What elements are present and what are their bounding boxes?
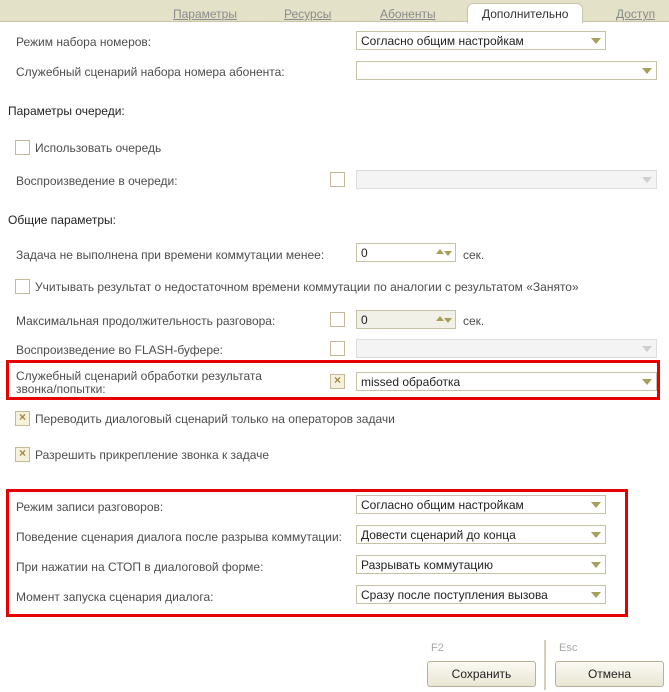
- dial-mode-select[interactable]: [356, 31, 606, 50]
- result-script-select[interactable]: [356, 372, 657, 391]
- consider-busy-checkbox[interactable]: [15, 279, 30, 294]
- start-moment-label: Момент запуска сценария диалога:: [16, 590, 214, 604]
- chevron-down-icon: [591, 502, 601, 508]
- on-stop-label: При нажатии на СТОП в диалоговой форме:: [16, 560, 264, 574]
- chevron-down-icon: [642, 68, 652, 74]
- record-mode-select[interactable]: [356, 495, 606, 514]
- on-stop-select[interactable]: [356, 555, 606, 574]
- consider-busy-label: Учитывать результат о недостаточном времени коммутации по аналогии с результатом «Занято»: [35, 280, 579, 294]
- after-break-label: Поведение сценария диалога после разрыва коммутации:: [16, 530, 342, 544]
- use-queue-label: Использовать очередь: [35, 141, 162, 155]
- tab-subscribers[interactable]: Абоненты: [380, 7, 436, 21]
- tab-parameters[interactable]: Параметры: [173, 7, 237, 21]
- only-task-operators-checkbox[interactable]: [15, 411, 30, 426]
- result-script-label: Служебный сценарий обработки результата звонка/попытки:: [16, 369, 262, 396]
- tab-additional[interactable]: Дополнительно: [467, 3, 583, 23]
- use-queue-checkbox[interactable]: [15, 140, 30, 155]
- allow-attach-checkbox[interactable]: [15, 447, 30, 462]
- dial-mode-value: Согласно общим настройкам: [361, 34, 524, 48]
- result-script-checkbox[interactable]: [330, 374, 345, 389]
- min-commutation-unit: сек.: [463, 248, 485, 262]
- dial-mode-label: Режим набора номеров:: [16, 35, 152, 49]
- spinner-icon[interactable]: [436, 315, 452, 325]
- footer-separator: [544, 640, 546, 690]
- max-duration-checkbox[interactable]: [330, 312, 345, 327]
- allow-attach-label: Разрешить прикрепление звонка к задаче: [35, 448, 270, 462]
- result-script-value: missed обработка: [361, 375, 461, 389]
- chevron-down-icon: [591, 532, 601, 538]
- chevron-down-icon: [642, 346, 652, 352]
- after-break-select[interactable]: [356, 525, 606, 544]
- queue-playback-label: Воспроизведение в очереди:: [16, 174, 178, 188]
- dial-script-label: Служебный сценарий набора номера абонента:: [16, 65, 285, 79]
- check-icon: ×: [18, 410, 26, 424]
- min-commutation-label: Задача не выполнена при времени коммутации менее:: [16, 248, 325, 262]
- chevron-down-icon: [591, 592, 601, 598]
- tab-resources[interactable]: Ресурсы: [284, 7, 332, 21]
- max-duration-unit: сек.: [463, 314, 485, 328]
- max-duration-value: 0: [361, 313, 368, 327]
- queue-playback-select[interactable]: [356, 170, 657, 189]
- after-break-value: Довести сценарий до конца: [361, 528, 516, 542]
- cancel-hotkey: Esc: [559, 642, 578, 654]
- general-section-title: Общие параметры:: [8, 213, 116, 227]
- chevron-down-icon: [591, 38, 601, 44]
- chevron-down-icon: [591, 562, 601, 568]
- tab-access[interactable]: Доступ: [616, 7, 656, 21]
- chevron-down-icon: [642, 379, 652, 385]
- check-icon: ×: [333, 373, 341, 387]
- cancel-button[interactable]: Отмена: [555, 661, 664, 687]
- save-button[interactable]: Сохранить: [427, 661, 536, 687]
- flash-playback-checkbox[interactable]: [330, 341, 345, 356]
- min-commutation-value: 0: [361, 246, 368, 260]
- record-mode-label: Режим записи разговоров:: [16, 500, 164, 514]
- start-moment-value: Сразу после поступления вызова: [361, 588, 548, 602]
- on-stop-value: Разрывать коммутацию: [361, 558, 493, 572]
- dial-script-select[interactable]: [356, 61, 657, 80]
- min-commutation-input[interactable]: [356, 243, 456, 262]
- flash-playback-select[interactable]: [356, 339, 657, 358]
- save-hotkey: F2: [431, 642, 444, 654]
- tab-bar: [0, 0, 669, 22]
- max-duration-label: Максимальная продолжительность разговора:: [16, 314, 276, 328]
- check-icon: ×: [18, 446, 26, 460]
- queue-playback-checkbox[interactable]: [330, 172, 345, 187]
- start-moment-select[interactable]: [356, 585, 606, 604]
- record-mode-value: Согласно общим настройкам: [361, 498, 524, 512]
- only-task-operators-label: Переводить диалоговый сценарий только на операторов задачи: [35, 412, 395, 426]
- chevron-down-icon: [642, 177, 652, 183]
- queue-section-title: Параметры очереди:: [8, 104, 125, 118]
- flash-playback-label: Воспроизведение во FLASH-буфере:: [16, 343, 224, 357]
- spinner-icon[interactable]: [436, 248, 452, 258]
- max-duration-input[interactable]: [356, 310, 456, 329]
